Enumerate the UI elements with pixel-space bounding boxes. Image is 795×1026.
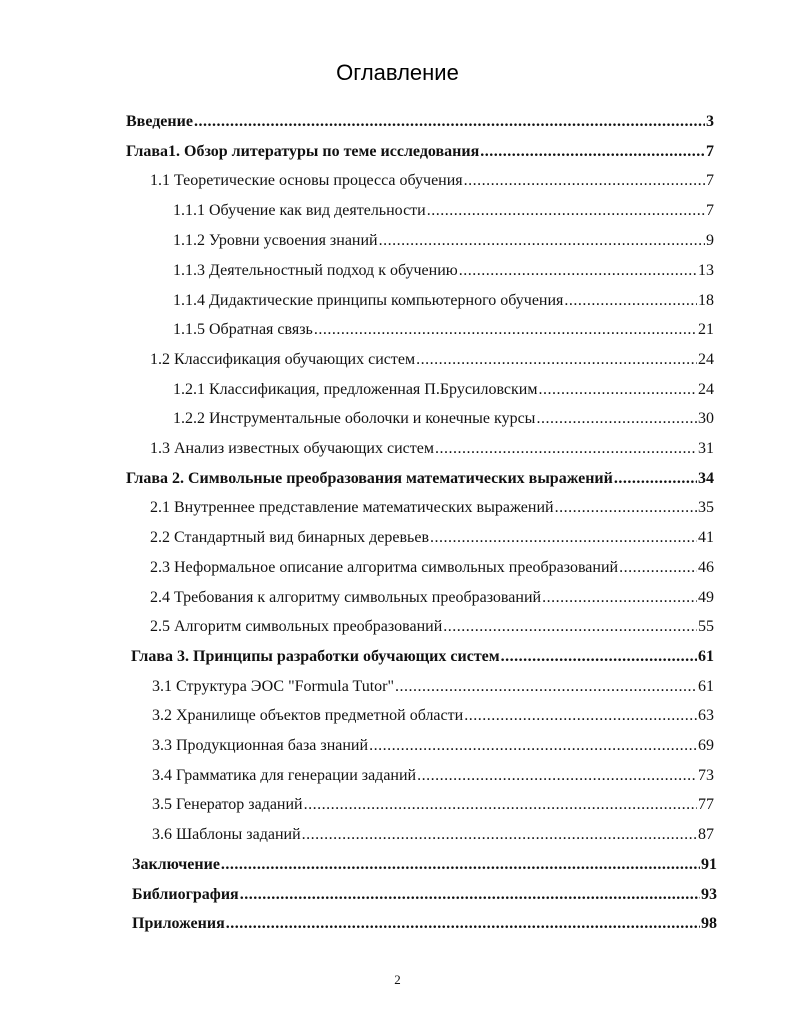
toc-entry-section-1-1-4[interactable] [173,292,714,316]
toc-entry-title: 1.2.1 Классификация, предложенная П.Брусиловским [173,381,538,398]
toc-entry-page: 98 [701,915,717,932]
toc-entry-page: 7 [706,172,714,189]
toc-entry-section-1-1-2[interactable] [173,232,714,256]
toc-leader-dots [443,618,697,636]
toc-entry-title: 2.4 Требования к алгоритму символьных преобразований [150,589,542,606]
toc-leader-dots [417,767,697,785]
toc-entry-page: 24 [698,381,714,398]
toc-leader-dots [304,796,697,814]
toc-entry-page: 87 [698,826,714,843]
toc-leader-dots [240,886,700,904]
toc-entry-title: 2.5 Алгоритм символьных преобразований [150,618,443,635]
toc-entry-title: 1.1.5 Обратная связь [173,321,313,338]
toc-entry-section-2-2[interactable] [150,529,714,553]
toc-leader-dots [416,351,697,369]
toc-entry-title: 3.1 Структура ЭОС "Formula Tutor" [152,678,395,695]
toc-entry-section-1-3[interactable] [150,440,714,464]
toc-entry-section-2-1[interactable] [150,499,714,523]
toc-entry-title: 2.1 Внутреннее представление математических выражений [150,499,554,516]
toc-leader-dots [542,589,697,607]
toc-entry-title: 1.2 Классификация обучающих систем [150,351,416,368]
toc-entry-page: 73 [698,767,714,784]
toc-leader-dots [619,559,697,577]
toc-entry-page: 31 [698,440,714,457]
toc-leader-dots [459,262,697,280]
toc-entry-page: 24 [698,351,714,368]
toc-leader-dots [379,232,705,250]
toc-entry-page: 21 [698,321,714,338]
toc-leader-dots [464,707,697,725]
toc-entry-title: 3.3 Продукционная база знаний [152,737,369,754]
toc-leader-dots [435,440,697,458]
toc-leader-dots [194,113,705,131]
toc-leader-dots [564,292,697,310]
page-title: Оглавление [336,60,459,85]
toc-leader-dots [369,737,697,755]
toc-entry-chapter-2[interactable] [126,470,714,494]
toc-entry-title: 1.3 Анализ известных обучающих систем [150,440,434,457]
toc-entry-page: 93 [701,886,717,903]
toc-entry-page: 13 [698,262,714,279]
toc-entry-title: 1.1.2 Уровни усвоения знаний [173,232,378,249]
toc-entry-title: 2.3 Неформальное описание алгоритма символьных преобразований [150,559,619,576]
toc-entry-title: Библиография [132,886,239,903]
toc-entry-page: 46 [698,559,714,576]
toc-entry-title: Глава 3. Принципы разработки обучающих систем [131,648,500,665]
toc-entry-page: 9 [706,232,714,249]
toc-entry-section-1-2-2[interactable] [173,410,714,434]
toc-entry-appendices[interactable] [132,915,717,939]
toc-entry-section-2-3[interactable] [150,559,714,583]
toc-entry-conclusion[interactable] [132,856,717,880]
toc-entry-page: 69 [698,737,714,754]
toc-entry-page: 41 [698,529,714,546]
toc-leader-dots [614,470,697,488]
toc-entry-title: 3.2 Хранилище объектов предметной области [152,707,464,724]
toc-leader-dots [480,143,705,161]
toc-entry-title: 3.5 Генератор заданий [152,796,303,813]
toc-entry-page: 34 [698,470,714,487]
toc-entry-page: 63 [698,707,714,724]
toc-entry-section-1-1-1[interactable] [173,202,714,226]
toc-leader-dots [427,202,705,220]
toc-entry-chapter-1[interactable] [126,143,714,167]
toc-entry-title: Приложения [132,915,225,932]
toc-entry-title: 1.1.3 Деятельностный подход к обучению [173,262,458,279]
toc-leader-dots [464,172,705,190]
toc-entry-page: 91 [701,856,717,873]
toc-entry-section-1-1-3[interactable] [173,262,714,286]
toc-entry-section-3-5[interactable] [152,796,714,820]
toc-entry-title: Введение [126,113,193,130]
toc-entry-section-1-2[interactable] [150,351,714,375]
toc-entry-section-3-3[interactable] [152,737,714,761]
toc-entry-page: 49 [698,589,714,606]
toc-entry-section-3-1[interactable] [152,678,714,702]
toc-entry-section-1-1[interactable] [150,172,714,196]
toc-entry-section-2-5[interactable] [150,618,714,642]
toc-entry-page: 30 [698,410,714,427]
toc-entry-section-2-4[interactable] [150,589,714,613]
toc-entry-title: 3.6 Шаблоны заданий [152,826,301,843]
toc-entry-section-1-2-1[interactable] [173,381,714,405]
toc-entry-page: 3 [706,113,714,130]
toc-leader-dots [302,826,697,844]
toc-leader-dots [555,499,697,517]
toc-entry-page: 61 [698,678,714,695]
toc-entry-bibliography[interactable] [132,886,717,910]
toc-leader-dots [501,648,697,666]
toc-entry-chapter-3[interactable] [131,648,714,672]
toc-entry-section-3-4[interactable] [152,767,714,791]
toc-entry-title: 1.1.1 Обучение как вид деятельности [173,202,426,219]
toc-entry-section-3-6[interactable] [152,826,714,850]
toc-entry-title: 1.2.2 Инструментальные оболочки и конечные курсы [173,410,536,427]
toc-entry-title: 1.1.4 Дидактические принципы компьютерного обучения [173,292,564,309]
toc-leader-dots [538,381,697,399]
toc-leader-dots [314,321,697,339]
toc-entry-page: 35 [698,499,714,516]
page-number: 2 [394,972,401,987]
toc-entry-page: 7 [706,143,714,160]
toc-entry-page: 7 [706,202,714,219]
toc-entry-title: Глава 2. Символьные преобразования математических выражений [126,470,613,487]
toc-entry-title: 2.2 Стандартный вид бинарных деревьев [150,529,429,546]
toc-entry-page: 55 [698,618,714,635]
toc-entry-page: 61 [698,648,714,665]
toc-entry-title: 3.4 Грамматика для генерации заданий [152,767,417,784]
toc-leader-dots [430,529,697,547]
toc-entry-title: Заключение [132,856,220,873]
toc-leader-dots [395,678,697,696]
toc-leader-dots [536,410,697,428]
toc-entry-page: 18 [698,292,714,309]
toc-leader-dots [221,856,700,874]
toc-entry-title: Глава1. Обзор литературы по теме исследования [126,143,480,160]
toc-entry-title: 1.1 Теоретические основы процесса обучения [150,172,463,189]
toc-entry-page: 77 [698,796,714,813]
toc-entry-section-1-1-5[interactable] [173,321,714,345]
toc-leader-dots [226,915,700,933]
toc-entry-section-3-2[interactable] [152,707,714,731]
toc-entry-introduction[interactable] [126,113,714,137]
